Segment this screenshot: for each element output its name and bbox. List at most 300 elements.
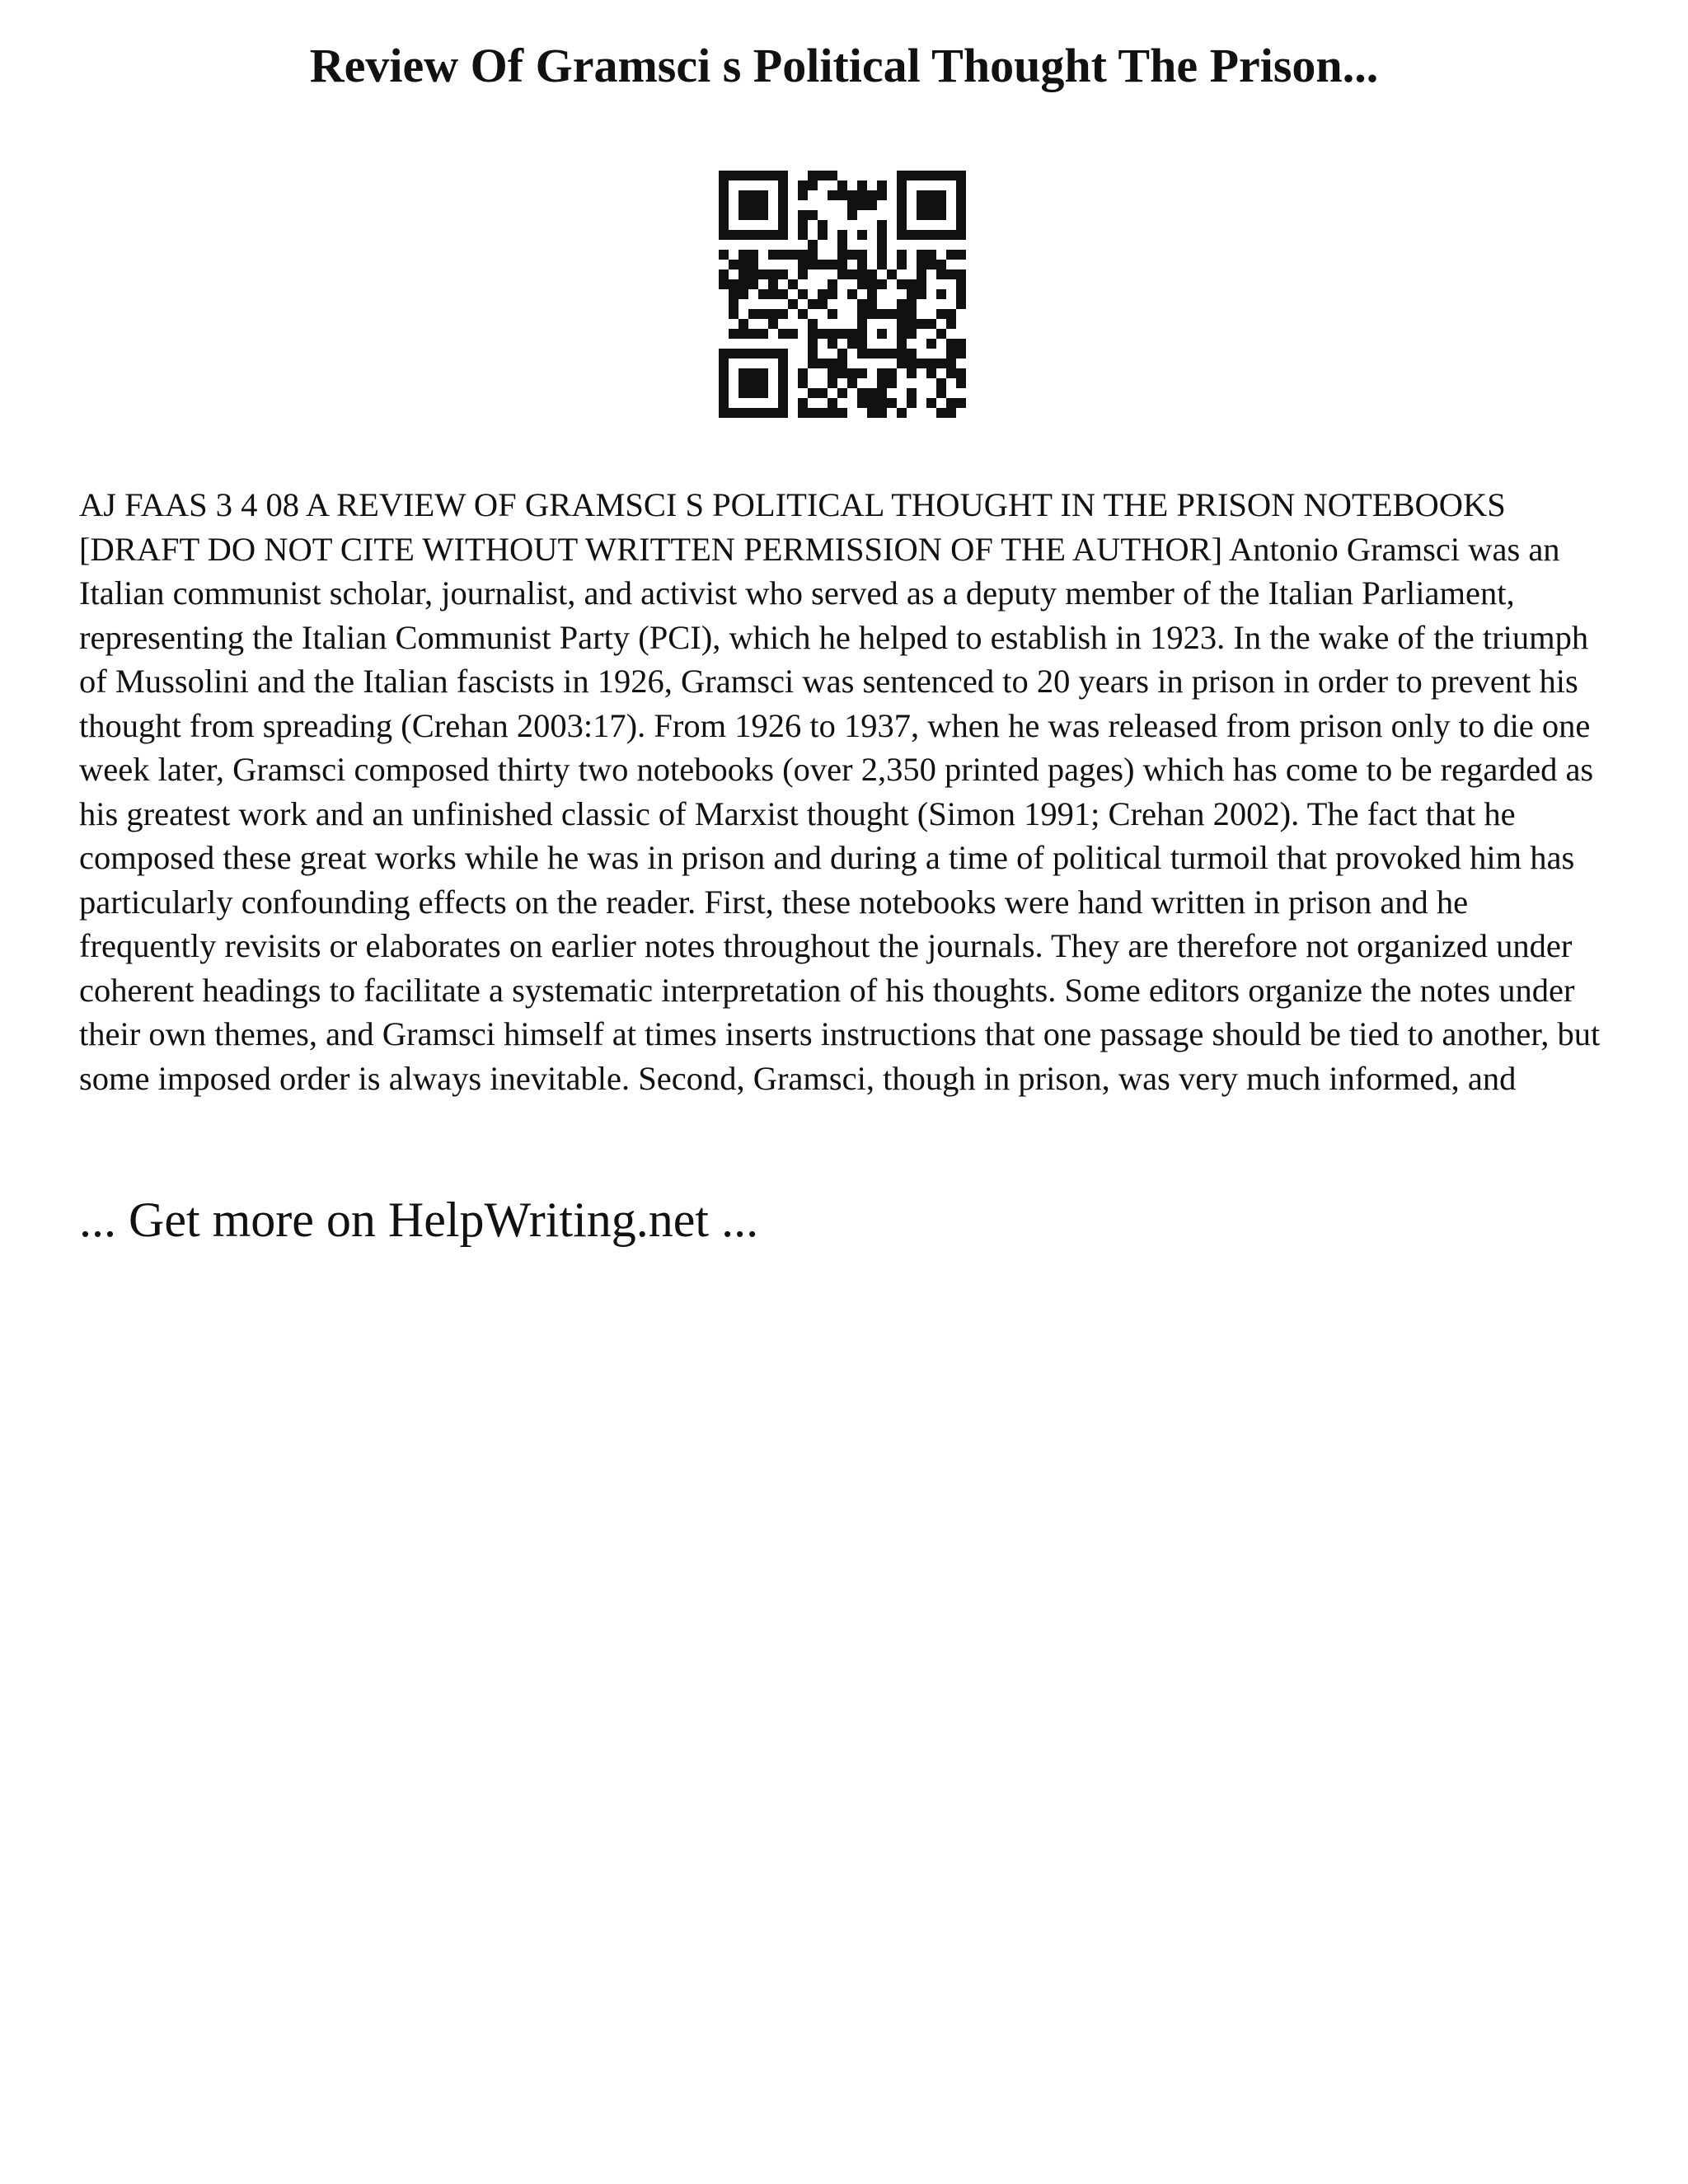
qr-module bbox=[926, 260, 936, 269]
qr-module bbox=[808, 240, 818, 250]
qr-module bbox=[768, 289, 778, 299]
qr-module bbox=[778, 171, 788, 180]
qr-module bbox=[936, 378, 946, 388]
qr-module bbox=[946, 309, 956, 319]
qr-module bbox=[926, 339, 936, 349]
qr-module bbox=[738, 378, 748, 388]
qr-module bbox=[798, 250, 808, 260]
qr-module bbox=[818, 289, 828, 299]
qr-module bbox=[867, 398, 877, 408]
qr-module bbox=[946, 319, 956, 329]
qr-module bbox=[907, 289, 917, 299]
qr-module bbox=[738, 368, 748, 378]
qr-module bbox=[857, 190, 867, 200]
qr-module bbox=[877, 388, 887, 398]
qr-module bbox=[788, 329, 798, 339]
qr-module bbox=[956, 220, 966, 230]
qr-module bbox=[808, 339, 818, 349]
qr-module bbox=[887, 378, 897, 388]
qr-module bbox=[956, 190, 966, 200]
qr-module bbox=[956, 210, 966, 220]
qr-module bbox=[778, 398, 788, 408]
qr-module bbox=[768, 319, 778, 329]
qr-module bbox=[936, 289, 946, 299]
qr-module bbox=[828, 368, 837, 378]
qr-module bbox=[818, 408, 828, 418]
qr-module bbox=[857, 309, 867, 319]
qr-module bbox=[788, 279, 798, 289]
qr-module bbox=[788, 250, 798, 260]
qr-module bbox=[828, 408, 837, 418]
qr-module bbox=[867, 388, 877, 398]
qr-module bbox=[748, 190, 758, 200]
qr-module bbox=[758, 200, 768, 210]
qr-module bbox=[748, 368, 758, 378]
qr-module bbox=[748, 329, 758, 339]
qr-module bbox=[738, 388, 748, 398]
qr-module bbox=[956, 279, 966, 289]
qr-module bbox=[917, 171, 926, 180]
qr-module bbox=[917, 269, 926, 279]
qr-module bbox=[818, 359, 828, 368]
qr-module bbox=[758, 289, 768, 299]
qr-module bbox=[897, 279, 907, 289]
qr-module bbox=[936, 171, 946, 180]
qr-module bbox=[936, 408, 946, 418]
qr-module bbox=[818, 230, 828, 240]
qr-module bbox=[847, 250, 857, 260]
qr-module bbox=[719, 408, 729, 418]
qr-module bbox=[897, 339, 907, 349]
qr-module bbox=[857, 319, 867, 329]
qr-module bbox=[828, 190, 837, 200]
qr-module bbox=[877, 398, 887, 408]
qr-module bbox=[758, 368, 768, 378]
qr-module bbox=[897, 260, 907, 269]
qr-module bbox=[897, 180, 907, 190]
qr-module bbox=[748, 260, 758, 269]
qr-module bbox=[837, 240, 847, 250]
qr-module bbox=[818, 299, 828, 309]
qr-module bbox=[778, 200, 788, 210]
qr-module bbox=[788, 299, 798, 309]
qr-module bbox=[907, 388, 917, 398]
qr-module bbox=[946, 398, 956, 408]
qr-module bbox=[867, 200, 877, 210]
qr-module bbox=[847, 378, 857, 388]
qr-module bbox=[917, 250, 926, 260]
qr-module bbox=[897, 349, 907, 359]
qr-module bbox=[877, 190, 887, 200]
qr-module bbox=[877, 378, 887, 388]
qr-module bbox=[887, 269, 897, 279]
qr-module bbox=[738, 289, 748, 299]
qr-module bbox=[738, 190, 748, 200]
qr-module bbox=[768, 230, 778, 240]
qr-module bbox=[729, 171, 738, 180]
qr-module bbox=[798, 210, 808, 220]
qr-module bbox=[926, 171, 936, 180]
qr-module bbox=[877, 408, 887, 418]
qr-module bbox=[758, 171, 768, 180]
qr-module bbox=[946, 349, 956, 359]
qr-module bbox=[837, 269, 847, 279]
qr-module bbox=[956, 180, 966, 190]
qr-module bbox=[738, 260, 748, 269]
qr-module bbox=[778, 210, 788, 220]
qr-module bbox=[926, 319, 936, 329]
qr-module bbox=[748, 408, 758, 418]
qr-module bbox=[926, 359, 936, 368]
qr-module bbox=[748, 388, 758, 398]
qr-module bbox=[748, 349, 758, 359]
qr-module bbox=[917, 230, 926, 240]
qr-module bbox=[897, 309, 907, 319]
qr-module bbox=[847, 200, 857, 210]
qr-module bbox=[748, 210, 758, 220]
qr-module bbox=[887, 349, 897, 359]
qr-module bbox=[758, 269, 768, 279]
qr-module bbox=[729, 349, 738, 359]
qr-module bbox=[917, 210, 926, 220]
qr-module bbox=[758, 230, 768, 240]
qr-module bbox=[867, 299, 877, 309]
qr-module bbox=[926, 210, 936, 220]
qr-module bbox=[798, 309, 808, 319]
qr-code-icon bbox=[719, 171, 966, 418]
qr-module bbox=[738, 408, 748, 418]
qr-module bbox=[936, 388, 946, 398]
qr-module bbox=[808, 349, 818, 359]
qr-module bbox=[808, 408, 818, 418]
qr-module bbox=[729, 289, 738, 299]
qr-module bbox=[748, 269, 758, 279]
qr-module bbox=[738, 279, 748, 289]
qr-module bbox=[956, 339, 966, 349]
qr-module bbox=[758, 349, 768, 359]
qr-module bbox=[719, 388, 729, 398]
qr-module bbox=[936, 230, 946, 240]
qr-module bbox=[867, 349, 877, 359]
qr-module bbox=[778, 250, 788, 260]
qr-module bbox=[808, 388, 818, 398]
qr-module bbox=[758, 210, 768, 220]
qr-module bbox=[778, 378, 788, 388]
qr-module bbox=[758, 329, 768, 339]
qr-module bbox=[729, 408, 738, 418]
qr-module bbox=[837, 408, 847, 418]
qr-module bbox=[818, 171, 828, 180]
qr-module bbox=[758, 408, 768, 418]
qr-module bbox=[926, 250, 936, 260]
qr-module bbox=[917, 260, 926, 269]
qr-module bbox=[847, 339, 857, 349]
qr-module bbox=[818, 220, 828, 230]
qr-module bbox=[748, 171, 758, 180]
qr-module bbox=[808, 319, 818, 329]
qr-module bbox=[867, 269, 877, 279]
qr-module bbox=[719, 200, 729, 210]
qr-module bbox=[956, 398, 966, 408]
qr-module bbox=[798, 398, 808, 408]
qr-module bbox=[956, 349, 966, 359]
qr-module bbox=[897, 190, 907, 200]
qr-module bbox=[857, 269, 867, 279]
qr-module bbox=[768, 408, 778, 418]
qr-module bbox=[877, 220, 887, 230]
qr-module bbox=[907, 329, 917, 339]
qr-module bbox=[719, 359, 729, 368]
qr-module bbox=[917, 200, 926, 210]
qr-module bbox=[857, 200, 867, 210]
qr-module bbox=[956, 171, 966, 180]
qr-module bbox=[778, 329, 788, 339]
qr-module bbox=[897, 359, 907, 368]
qr-module bbox=[857, 329, 867, 339]
qr-module bbox=[837, 388, 847, 398]
qr-module bbox=[877, 368, 887, 378]
qr-module bbox=[837, 260, 847, 269]
qr-module bbox=[956, 250, 966, 260]
qr-module bbox=[897, 230, 907, 240]
qr-module bbox=[719, 378, 729, 388]
qr-module bbox=[778, 349, 788, 359]
qr-module bbox=[936, 200, 946, 210]
qr-module bbox=[719, 269, 729, 279]
qr-module bbox=[887, 398, 897, 408]
qr-module bbox=[917, 359, 926, 368]
qr-module bbox=[798, 220, 808, 230]
qr-module bbox=[758, 190, 768, 200]
qr-module bbox=[729, 230, 738, 240]
qr-module bbox=[828, 289, 837, 299]
qr-module bbox=[828, 309, 837, 319]
qr-module bbox=[857, 279, 867, 289]
qr-module bbox=[897, 319, 907, 329]
qr-module bbox=[956, 368, 966, 378]
qr-module bbox=[857, 230, 867, 240]
qr-module bbox=[946, 250, 956, 260]
qr-module bbox=[897, 210, 907, 220]
qr-module bbox=[719, 210, 729, 220]
qr-module bbox=[857, 368, 867, 378]
qr-module bbox=[936, 190, 946, 200]
qr-module bbox=[917, 279, 926, 289]
qr-module bbox=[936, 269, 946, 279]
qr-module bbox=[956, 378, 966, 388]
qr-module bbox=[926, 230, 936, 240]
qr-module bbox=[917, 289, 926, 299]
qr-module bbox=[748, 279, 758, 289]
qr-module bbox=[778, 359, 788, 368]
qr-module bbox=[867, 408, 877, 418]
qr-module bbox=[758, 309, 768, 319]
qr-module bbox=[877, 240, 887, 250]
qr-module bbox=[719, 230, 729, 240]
qr-module bbox=[946, 171, 956, 180]
qr-module bbox=[729, 299, 738, 309]
qr-module bbox=[808, 210, 818, 220]
qr-module bbox=[857, 180, 867, 190]
qr-module bbox=[798, 190, 808, 200]
qr-module bbox=[808, 299, 818, 309]
qr-module bbox=[738, 319, 748, 329]
qr-module bbox=[768, 171, 778, 180]
qr-module bbox=[798, 378, 808, 388]
qr-module bbox=[857, 349, 867, 359]
qr-module bbox=[857, 250, 867, 260]
qr-module bbox=[778, 408, 788, 418]
qr-module bbox=[768, 309, 778, 319]
qr-module bbox=[729, 309, 738, 319]
qr-module bbox=[808, 329, 818, 339]
qr-module bbox=[818, 329, 828, 339]
qr-module bbox=[897, 220, 907, 230]
qr-module bbox=[897, 329, 907, 339]
qr-module bbox=[907, 171, 917, 180]
qr-module bbox=[738, 171, 748, 180]
qr-module bbox=[877, 309, 887, 319]
qr-module bbox=[936, 210, 946, 220]
qr-module bbox=[719, 279, 729, 289]
qr-module bbox=[956, 200, 966, 210]
qr-module bbox=[837, 359, 847, 368]
qr-module bbox=[837, 329, 847, 339]
qr-module bbox=[897, 250, 907, 260]
qr-module bbox=[877, 279, 887, 289]
qr-module bbox=[857, 339, 867, 349]
qr-module bbox=[719, 250, 729, 260]
qr-module bbox=[837, 250, 847, 260]
qr-module bbox=[828, 260, 837, 269]
qr-module bbox=[808, 180, 818, 190]
qr-module bbox=[847, 368, 857, 378]
qr-module bbox=[729, 279, 738, 289]
qr-module bbox=[798, 408, 808, 418]
qr-module bbox=[808, 260, 818, 269]
qr-module bbox=[758, 378, 768, 388]
qr-module bbox=[748, 200, 758, 210]
qr-module bbox=[837, 349, 847, 359]
qr-module bbox=[897, 171, 907, 180]
qr-module bbox=[877, 260, 887, 269]
qr-module bbox=[778, 269, 788, 279]
qr-module bbox=[867, 309, 877, 319]
qr-module bbox=[907, 319, 917, 329]
get-more-link[interactable]: ... Get more on HelpWriting.net ... bbox=[79, 1193, 759, 1247]
qr-module bbox=[877, 180, 887, 190]
qr-module bbox=[847, 289, 857, 299]
qr-module bbox=[798, 180, 808, 190]
qr-module bbox=[897, 299, 907, 309]
qr-module bbox=[936, 260, 946, 269]
qr-module bbox=[956, 299, 966, 309]
qr-module bbox=[828, 171, 837, 180]
qr-module bbox=[946, 408, 956, 418]
qr-module bbox=[828, 398, 837, 408]
qr-module bbox=[857, 388, 867, 398]
qr-module bbox=[946, 359, 956, 368]
qr-module bbox=[926, 398, 936, 408]
qr-module bbox=[828, 339, 837, 349]
qr-module bbox=[917, 319, 926, 329]
qr-module bbox=[837, 230, 847, 240]
qr-module bbox=[738, 230, 748, 240]
qr-module bbox=[867, 279, 877, 289]
qr-module bbox=[738, 200, 748, 210]
qr-module bbox=[778, 230, 788, 240]
qr-module bbox=[926, 368, 936, 378]
qr-module bbox=[758, 388, 768, 398]
qr-module bbox=[877, 230, 887, 240]
qr-module bbox=[719, 220, 729, 230]
qr-module bbox=[887, 368, 897, 378]
qr-module bbox=[917, 190, 926, 200]
qr-module bbox=[926, 200, 936, 210]
qr-module bbox=[877, 349, 887, 359]
qr-module bbox=[778, 289, 788, 299]
qr-module bbox=[748, 250, 758, 260]
qr-module bbox=[738, 210, 748, 220]
qr-module bbox=[837, 368, 847, 378]
qr-module bbox=[778, 190, 788, 200]
qr-module bbox=[808, 171, 818, 180]
qr-module bbox=[828, 329, 837, 339]
qr-module bbox=[956, 289, 966, 299]
qr-module bbox=[719, 190, 729, 200]
qr-module bbox=[729, 260, 738, 269]
qr-module bbox=[798, 230, 808, 240]
qr-module bbox=[936, 329, 946, 339]
qr-module bbox=[828, 279, 837, 289]
qr-module bbox=[748, 309, 758, 319]
qr-module bbox=[956, 230, 966, 240]
qr-module bbox=[719, 349, 729, 359]
qr-module bbox=[719, 398, 729, 408]
qr-module bbox=[837, 190, 847, 200]
qr-module bbox=[778, 368, 788, 378]
qr-module bbox=[907, 398, 917, 408]
qr-module bbox=[719, 171, 729, 180]
qr-module bbox=[768, 250, 778, 260]
qr-module bbox=[837, 180, 847, 190]
qr-module bbox=[719, 180, 729, 190]
qr-module bbox=[867, 190, 877, 200]
qr-module bbox=[897, 200, 907, 210]
qr-module bbox=[907, 230, 917, 240]
qr-module bbox=[936, 359, 946, 368]
qr-module bbox=[847, 210, 857, 220]
qr-module bbox=[778, 309, 788, 319]
qr-module bbox=[907, 349, 917, 359]
qr-module bbox=[946, 368, 956, 378]
qr-module bbox=[778, 220, 788, 230]
qr-module bbox=[748, 230, 758, 240]
qr-module bbox=[897, 408, 907, 418]
qr-module bbox=[936, 309, 946, 319]
qr-module bbox=[887, 309, 897, 319]
qr-module bbox=[857, 260, 867, 269]
qr-module bbox=[768, 269, 778, 279]
document-title: Review Of Gramsci s Political Thought The Prison... bbox=[309, 39, 1379, 92]
qr-module bbox=[738, 329, 748, 339]
qr-module bbox=[808, 250, 818, 260]
qr-module bbox=[857, 299, 867, 309]
qr-module bbox=[946, 230, 956, 240]
qr-module bbox=[946, 339, 956, 349]
document-body: AJ FAAS 3 4 08 A REVIEW OF GRAMSCI S POLITICAL THOUGHT IN THE PRISON NOTEBOOKS [DRAFT DO NOT CITE WITHOUT WRITTEN PERMISSION OF THE AUTHOR] Antonio Gramsci was an Italian communist scholar, journalist, and activist who served as a deputy member of the Italian Parliament, representing the Italian Communist Party (PCI), which he helped to establish in 1923. In the wake of the triumph of Mussolini and the Italian fascists in 1926, Gramsci was sentenced to 20 years in prison in order to prevent his thought from spreading (Crehan 2003:17). From 1926 to 1937, when he was released from prison only to die one week later, Gramsci composed thirty two notebooks (over 2,350 printed pages) which has come to be regarded as his greatest work and an unfinished classic of Marxist thought (Simon 1991; Crehan 2002). The fact that he composed these great works while he was in prison and during a time of political turmoil that provoked him has particularly confounding effects on the reader. First, these notebooks were hand written in prison and he frequently revisits or elaborates on earlier notes throughout the journals. They are therefore not organized under coherent headings to facilitate a systematic interpretation of his thoughts. Some editors organize the notes under their own themes, and Gramsci himself at times inserts instructions that one passage should be tied to another, but some imposed order is always inevitable. Second, Gramsci, though in prison, was very much informed, and bbox=[79, 486, 1601, 1097]
qr-module bbox=[877, 329, 887, 339]
